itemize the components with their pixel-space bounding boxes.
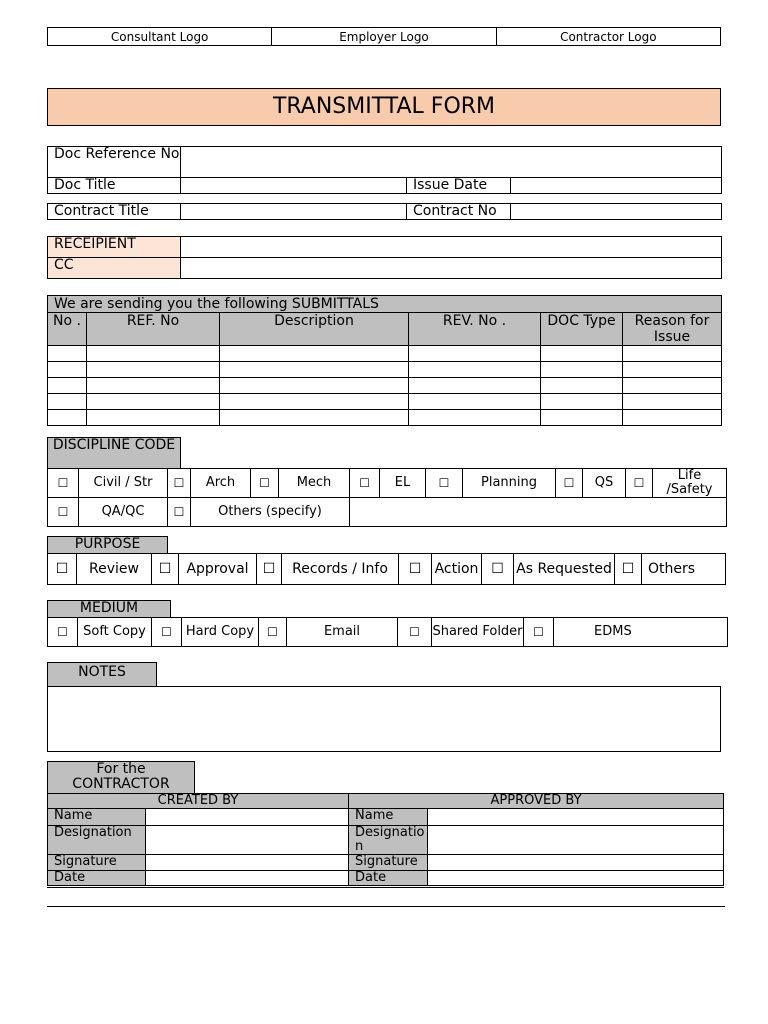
option-action: Action — [432, 554, 482, 585]
contract-table — [47, 203, 722, 220]
approved-date-label: Date — [349, 871, 428, 887]
created-designation-field[interactable] — [146, 826, 349, 855]
cc-field[interactable] — [181, 258, 722, 279]
checkbox-life-safety[interactable]: ☐ — [626, 469, 653, 498]
option-email: Email — [287, 618, 398, 647]
table-cell[interactable] — [623, 346, 722, 362]
others-specify-field[interactable] — [350, 498, 727, 527]
table-cell[interactable] — [220, 378, 409, 394]
purpose-table — [47, 553, 726, 585]
table-cell[interactable] — [87, 394, 220, 410]
checkbox-review[interactable]: ☐ — [48, 554, 77, 585]
medium-heading: MEDIUM — [47, 600, 171, 618]
option-soft-copy: Soft Copy — [78, 618, 152, 647]
created-name-field[interactable] — [146, 809, 349, 826]
table-cell[interactable] — [623, 394, 722, 410]
table-cell[interactable] — [48, 346, 87, 362]
created-by-header: CREATED BY — [48, 794, 349, 809]
checkbox-soft-copy[interactable]: ☐ — [48, 618, 78, 647]
table-cell[interactable] — [220, 410, 409, 426]
medium-table — [47, 617, 728, 647]
table-cell[interactable] — [48, 410, 87, 426]
checkbox-mech[interactable]: ☐ — [251, 469, 279, 498]
table-cell[interactable] — [220, 394, 409, 410]
col-ref-no: REF. No — [87, 313, 220, 346]
contract-title-label: Contract Title — [48, 204, 181, 220]
created-name-label: Name — [48, 809, 146, 826]
table-cell[interactable] — [409, 394, 541, 410]
recipient-label: RECEIPIENT — [48, 237, 181, 258]
table-cell[interactable] — [409, 362, 541, 378]
checkbox-planning[interactable]: ☐ — [426, 469, 463, 498]
checkbox-as-requested[interactable]: ☐ — [482, 554, 514, 585]
created-date-field[interactable] — [146, 871, 349, 887]
option-mech: Mech — [279, 469, 350, 498]
checkbox-purpose-others[interactable]: ☐ — [615, 554, 642, 585]
checkbox-qaqc[interactable]: ☐ — [48, 498, 79, 527]
checkbox-action[interactable]: ☐ — [399, 554, 432, 585]
table-cell[interactable] — [220, 362, 409, 378]
col-description: Description — [220, 313, 409, 346]
doc-reference-field[interactable] — [181, 147, 722, 178]
table-row — [48, 394, 722, 410]
option-approval: Approval — [179, 554, 257, 585]
option-el: EL — [380, 469, 426, 498]
footer-divider — [47, 906, 725, 907]
approved-date-field[interactable] — [428, 871, 724, 887]
option-purpose-others: Others — [642, 554, 726, 585]
doc-reference-label: Doc Reference No — [48, 147, 181, 178]
doc-info-table — [47, 146, 722, 194]
checkbox-records[interactable]: ☐ — [257, 554, 282, 585]
created-date-label: Date — [48, 871, 146, 887]
col-rev-no: REV. No . — [409, 313, 541, 346]
contract-no-label: Contract No — [407, 204, 511, 220]
checkbox-edms[interactable]: ☐ — [524, 618, 554, 647]
table-row — [48, 410, 722, 426]
checkbox-approval[interactable]: ☐ — [152, 554, 179, 585]
cc-label: CC — [48, 258, 181, 279]
discipline-table — [47, 468, 727, 527]
table-cell[interactable] — [409, 346, 541, 362]
recipient-field[interactable] — [181, 237, 722, 258]
table-cell[interactable] — [541, 362, 623, 378]
table-cell[interactable] — [87, 346, 220, 362]
submittals-table — [47, 295, 722, 426]
checkbox-others[interactable]: ☐ — [168, 498, 191, 527]
table-cell[interactable] — [541, 346, 623, 362]
notes-heading: NOTES — [47, 662, 157, 687]
table-cell[interactable] — [541, 378, 623, 394]
created-designation-label: Designation — [48, 826, 146, 855]
employer-logo: Employer Logo — [272, 28, 496, 46]
approved-name-field[interactable] — [428, 809, 724, 826]
table-cell[interactable] — [48, 394, 87, 410]
col-reason: Reason for Issue — [623, 313, 722, 346]
doc-title-label: Doc Title — [48, 178, 181, 194]
table-row — [48, 362, 722, 378]
table-row — [48, 378, 722, 394]
checkbox-shared-folder[interactable]: ☐ — [398, 618, 432, 647]
table-cell[interactable] — [220, 346, 409, 362]
table-cell[interactable] — [623, 378, 722, 394]
form-title: TRANSMITTAL FORM — [47, 88, 721, 126]
col-doc-type: DOC Type — [541, 313, 623, 346]
table-cell[interactable] — [87, 410, 220, 426]
doc-title-field[interactable] — [181, 178, 407, 194]
contractor-heading: For the CONTRACTOR — [47, 761, 195, 794]
table-row — [48, 346, 722, 362]
approved-signature-label: Signature — [349, 855, 428, 871]
issue-date-field[interactable] — [511, 178, 722, 194]
option-edms: EDMS — [554, 618, 728, 647]
option-review: Review — [77, 554, 152, 585]
purpose-heading: PURPOSE — [47, 536, 168, 554]
checkbox-hard-copy[interactable]: ☐ — [152, 618, 182, 647]
logo-header-table — [47, 27, 721, 46]
col-no: No . — [48, 313, 87, 346]
created-signature-field[interactable] — [146, 855, 349, 871]
option-qs: QS — [583, 469, 626, 498]
checkbox-civil[interactable]: ☐ — [48, 469, 79, 498]
discipline-heading: DISCIPLINE CODE — [47, 437, 181, 469]
option-arch: Arch — [191, 469, 251, 498]
issue-date-label: Issue Date — [407, 178, 511, 194]
contract-no-field[interactable] — [511, 204, 722, 220]
checkbox-qs[interactable]: ☐ — [556, 469, 583, 498]
approved-signature-field[interactable] — [428, 855, 724, 871]
contract-title-field[interactable] — [181, 204, 407, 220]
checkbox-arch[interactable]: ☐ — [168, 469, 191, 498]
option-planning: Planning — [463, 469, 556, 498]
option-civil: Civil / Str — [79, 469, 168, 498]
contractor-table — [47, 793, 724, 888]
option-life-safety: Life /Safety — [653, 469, 727, 498]
option-records: Records / Info — [282, 554, 399, 585]
table-cell[interactable] — [87, 378, 220, 394]
option-others: Others (specify) — [191, 498, 350, 527]
consultant-logo: Consultant Logo — [48, 28, 272, 46]
notes-field[interactable] — [47, 686, 721, 752]
table-cell[interactable] — [409, 378, 541, 394]
recipient-table — [47, 236, 722, 279]
option-qaqc: QA/QC — [79, 498, 168, 527]
checkbox-el[interactable]: ☐ — [350, 469, 380, 498]
option-shared-folder: Shared Folder — [432, 618, 524, 647]
contractor-logo: Contractor Logo — [496, 28, 720, 46]
table-cell[interactable] — [541, 410, 623, 426]
table-cell[interactable] — [87, 362, 220, 378]
table-cell[interactable] — [48, 362, 87, 378]
option-as-requested: As Requested — [514, 554, 615, 585]
approved-by-header: APPROVED BY — [349, 794, 724, 809]
table-cell[interactable] — [623, 410, 722, 426]
approved-designation-field[interactable] — [428, 826, 724, 855]
checkbox-email[interactable]: ☐ — [259, 618, 287, 647]
created-signature-label: Signature — [48, 855, 146, 871]
approved-designation-label: Designation — [349, 826, 428, 855]
option-hard-copy: Hard Copy — [182, 618, 259, 647]
table-cell[interactable] — [623, 362, 722, 378]
table-cell[interactable] — [409, 410, 541, 426]
table-cell[interactable] — [541, 394, 623, 410]
submittals-heading: We are sending you the following SUBMITTALS — [48, 296, 722, 313]
approved-name-label: Name — [349, 809, 428, 826]
table-cell[interactable] — [48, 378, 87, 394]
